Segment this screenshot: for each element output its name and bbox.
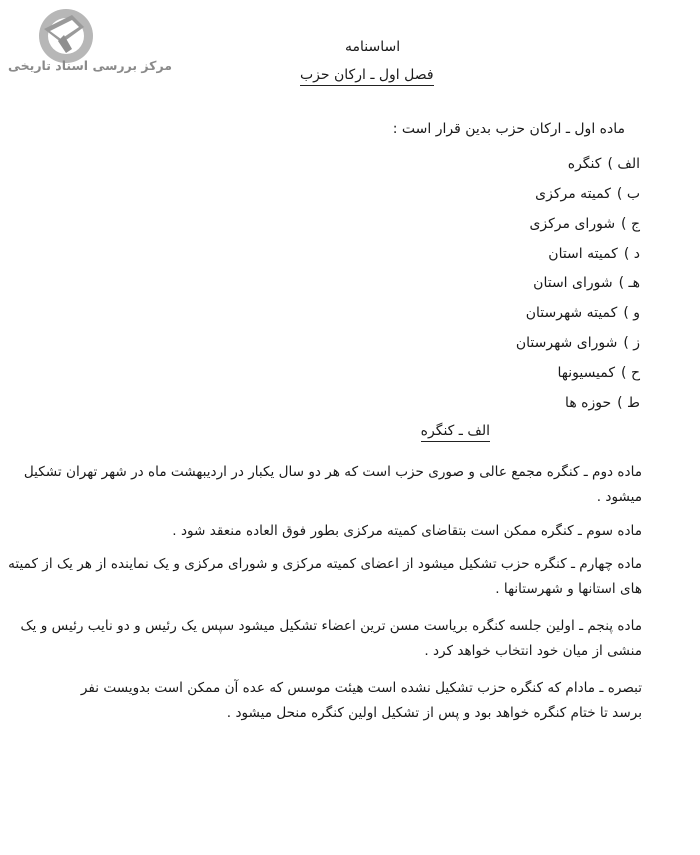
paragraph-line: های استانها و شهرستانها . bbox=[495, 581, 642, 597]
list-item bbox=[568, 155, 640, 173]
list-item-label: و ) bbox=[623, 305, 640, 321]
list-item-text: شورای مرکزی bbox=[529, 216, 616, 232]
list-item-label: الف ) bbox=[607, 156, 640, 172]
article-one-intro: ماده اول ـ ارکان حزب بدین قرار است : bbox=[392, 121, 625, 137]
article-paragraph bbox=[58, 519, 642, 544]
list-item-label: هـ ) bbox=[618, 275, 640, 291]
paragraph-line: منشی از میان خود انتخاب خواهد کرد . bbox=[424, 643, 642, 659]
list-item bbox=[516, 334, 640, 352]
list-item-label: ز ) bbox=[623, 335, 640, 351]
list-item-text: کمیته استان bbox=[548, 246, 618, 262]
list-item-text: کنگره bbox=[567, 156, 602, 172]
paragraph-line: ماده پنجم ـ اولین جلسه کنگره بریاست مسن ترین اعضاء تشکیل میشود سپس یک رئیس و دو نایب رئیس و یک bbox=[20, 618, 642, 634]
paragraph-line: ماده دوم ـ کنگره مجمع عالی و صوری حزب است که هر دو سال یکبار در اردیبهشت ماه در شهر تهران تشکیل bbox=[23, 464, 642, 480]
paragraph-line: ماده چهارم ـ کنگره حزب تشکیل میشود از اعضای کمیته مرکزی و شورای مرکزی و یک نماینده از هر یک از کمیته bbox=[8, 556, 642, 572]
list-item bbox=[565, 394, 640, 412]
watermark-text: مرکز بررسی اسناد تاریخی bbox=[8, 58, 172, 73]
list-item-label: ح ) bbox=[621, 365, 640, 381]
section-heading-congress: الف ـ کنگره bbox=[421, 422, 490, 442]
note-paragraph bbox=[58, 676, 642, 726]
list-item-text: کمیته شهرستان bbox=[525, 305, 618, 321]
list-item bbox=[529, 215, 640, 233]
list-item bbox=[526, 304, 640, 322]
document-title: اساسنامه bbox=[345, 39, 401, 55]
list-item bbox=[548, 245, 640, 263]
paragraph-line: میشود . bbox=[596, 489, 642, 505]
paragraph-line: ماده سوم ـ کنگره ممکن است بتقاضای کمیته مرکزی بطور فوق العاده منعقد شود . bbox=[172, 523, 642, 539]
list-item-label: ط ) bbox=[617, 395, 640, 411]
article-paragraph bbox=[23, 460, 642, 510]
paragraph-line: برسد تا ختام کنگره خواهد بود و پس از تشکیل اولین کنگره منحل میشود . bbox=[226, 705, 642, 721]
list-item-text: شورای شهرستان bbox=[515, 335, 618, 351]
paragraph-line: تبصره ـ مادام که کنگره حزب تشکیل نشده است هیئت موسس که عده آن ممکن است بدویست نفر bbox=[80, 680, 642, 696]
chapter-heading: فصل اول ـ ارکان حزب bbox=[300, 66, 434, 86]
list-item-text: شورای استان bbox=[533, 275, 613, 291]
list-item bbox=[533, 274, 640, 292]
archive-center-logo-icon bbox=[32, 5, 100, 65]
list-item-label: ج ) bbox=[621, 216, 640, 232]
list-item-label: ب ) bbox=[616, 186, 640, 202]
article-paragraph bbox=[20, 614, 642, 664]
list-item-text: حوزه ها bbox=[565, 395, 612, 411]
list-item-text: کمیسیونها bbox=[557, 365, 616, 381]
list-item-text: کمیته مرکزی bbox=[535, 186, 611, 202]
list-item bbox=[558, 364, 641, 382]
list-item-label: د ) bbox=[623, 246, 640, 262]
list-item bbox=[535, 185, 640, 203]
article-paragraph bbox=[8, 552, 642, 602]
